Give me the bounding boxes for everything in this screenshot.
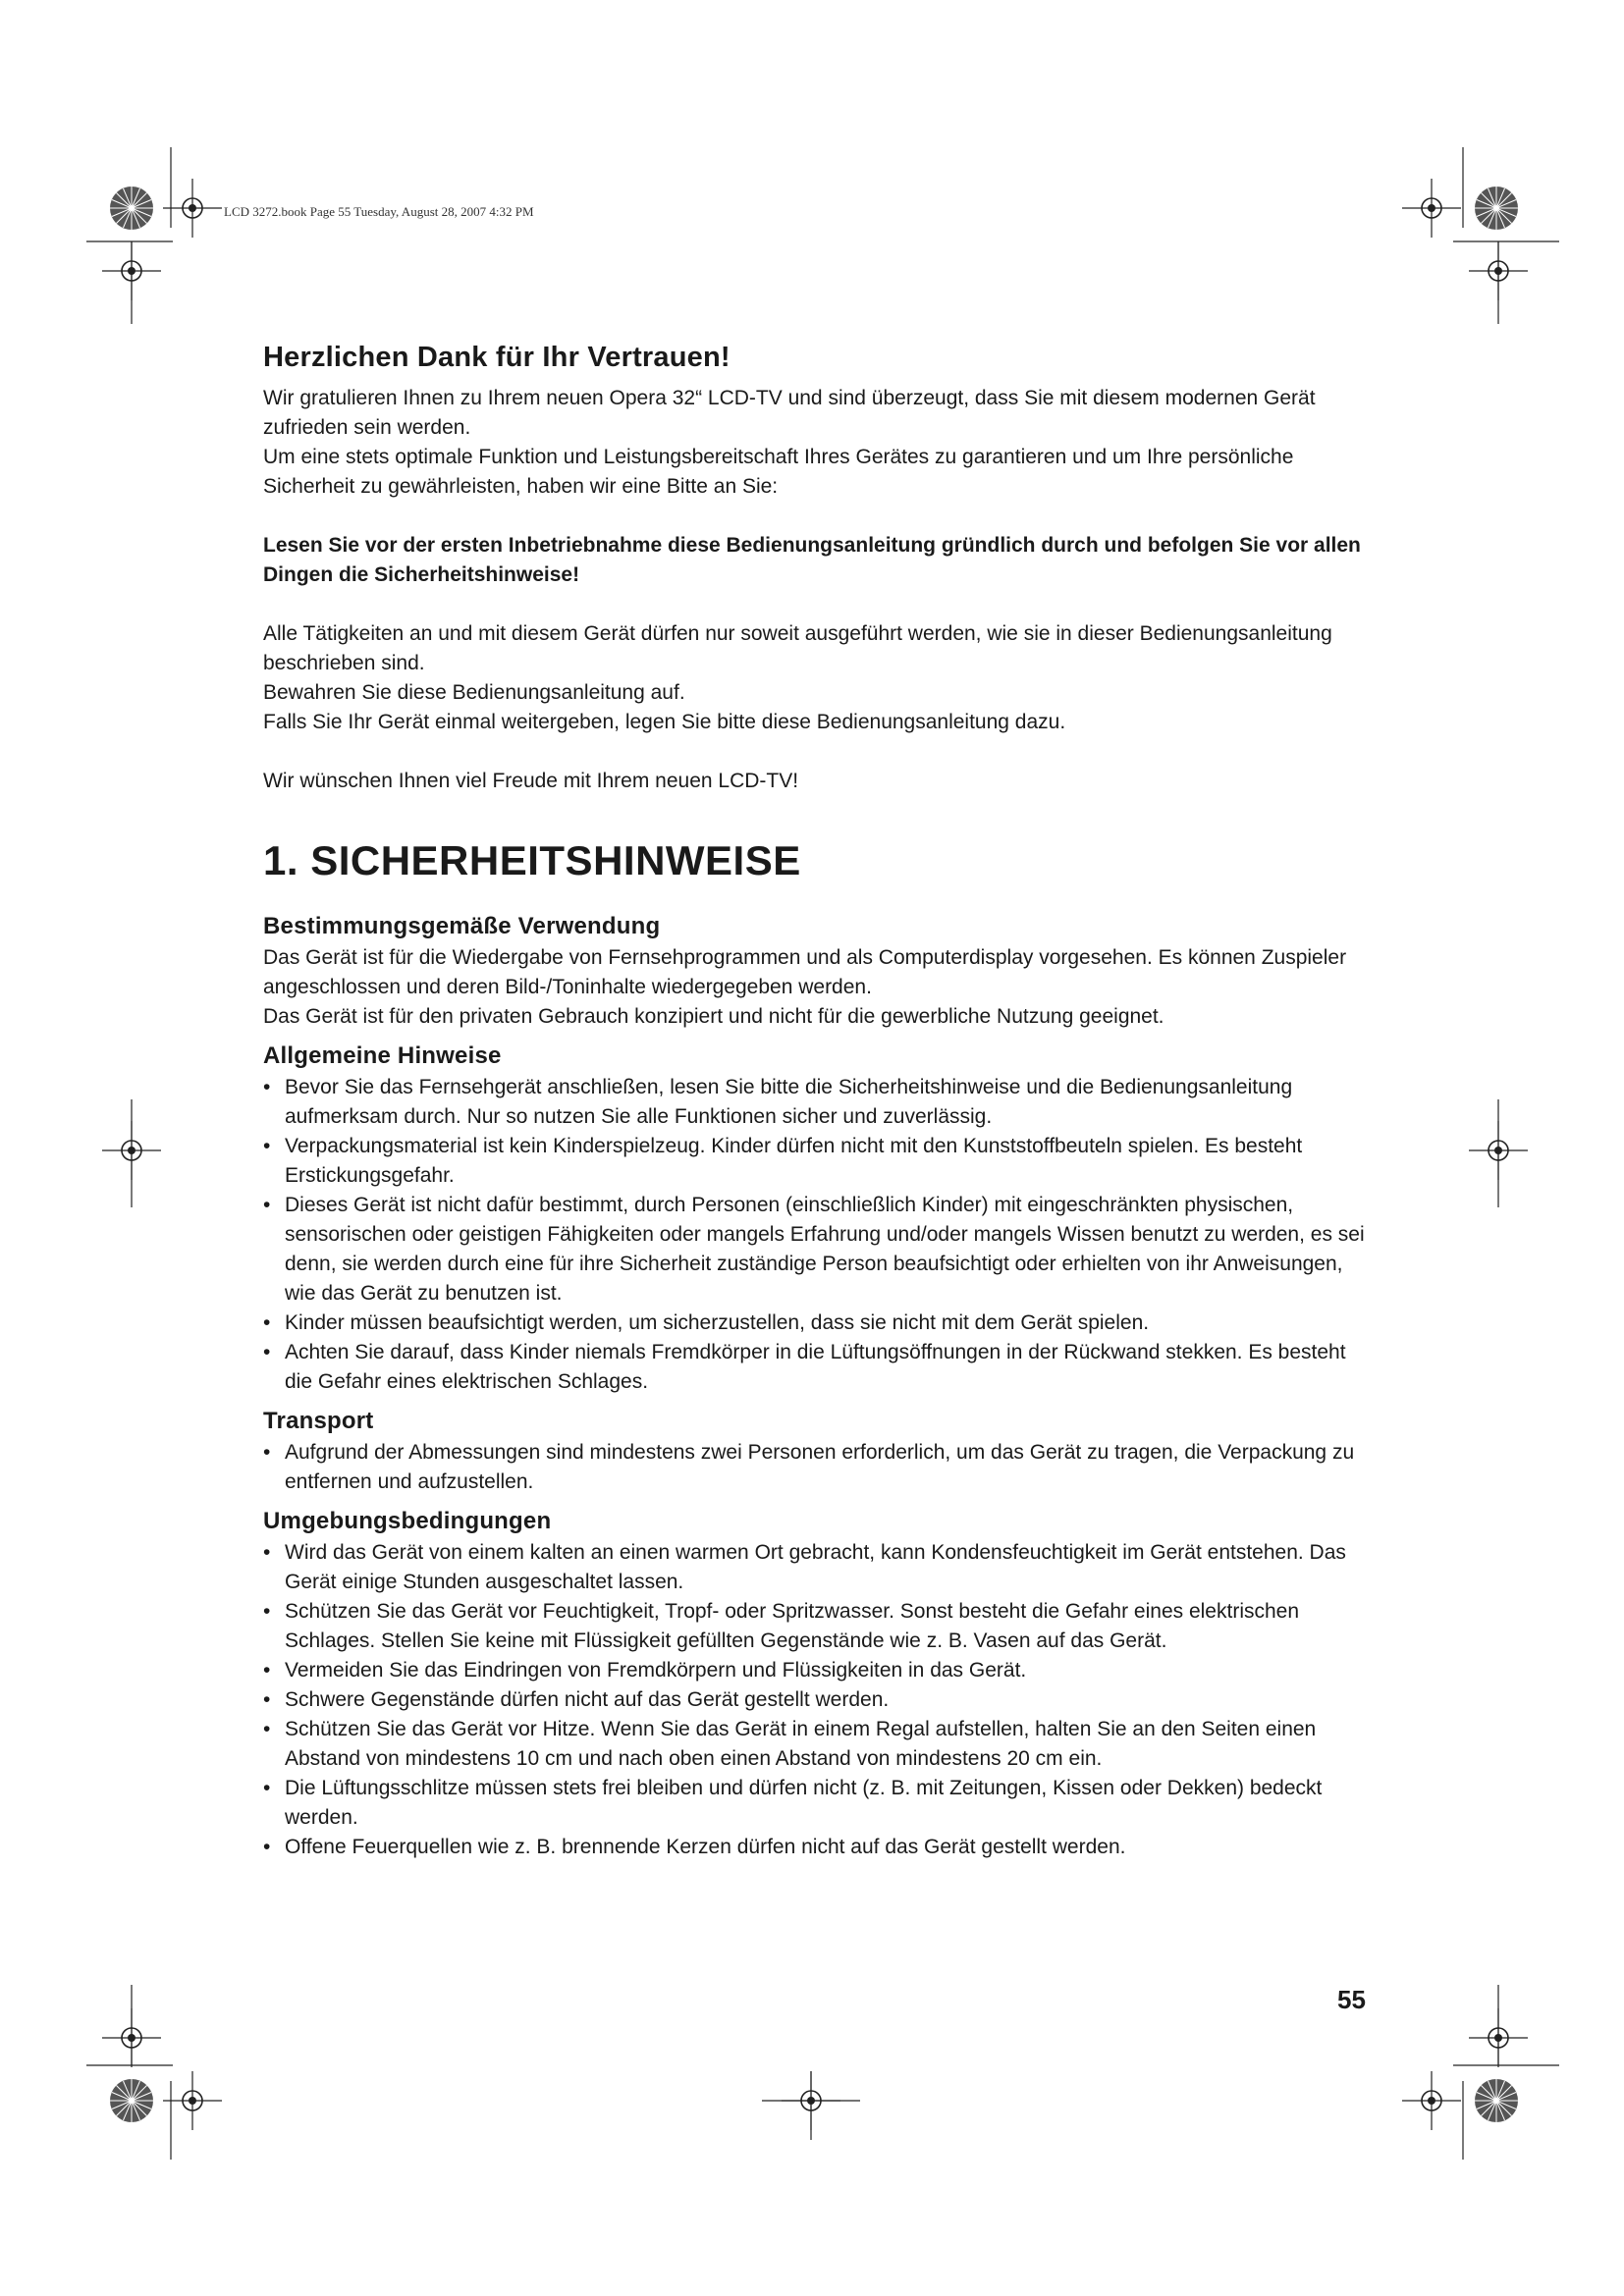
intended-use-paragraph-1: Das Gerät ist für die Wiedergabe von Fernsehprogrammen und als Computerdisplay vorgesehen. Es können Zuspieler angeschlossen und deren Bild-/Toninhalte wiedergegeben werden.	[263, 946, 1347, 998]
crosshair-bottom-center-icon	[782, 2071, 840, 2130]
list-item: • Achten Sie darauf, dass Kinder niemals Fremdkörper in die Lüftungsöffnungen in der Rückwand stekken. Es besteht die Gefahr eines elektrischen Schlages.	[253, 1338, 1373, 1397]
page-number: 55	[1337, 1985, 1366, 2014]
section-heading-general: Allgemeine Hinweise	[263, 1042, 502, 1069]
intro-bold-notice: Lesen Sie vor der ersten Inbetriebnahme diese Bedienungsanleitung gründlich durch und befolgen Sie vor allen Dingen die Sicherheitshinweise!	[263, 534, 1361, 586]
page-content	[263, 342, 1373, 1862]
crosshair-mid-left-icon	[102, 1121, 161, 1180]
list-item: • Wird das Gerät von einem kalten an einen warmen Ort gebracht, kann Kondensfeuchtigkeit im Gerät entstehen. Das Gerät einige Stunden ausgeschaltet lassen.	[253, 1538, 1373, 1597]
list-item: • Vermeiden Sie das Eindringen von Fremdkörpern und Flüssigkeiten in das Gerät.	[253, 1656, 1373, 1685]
top-left-marks	[86, 147, 222, 324]
starburst-bottom-right-icon	[1475, 2079, 1518, 2122]
list-item: • Die Lüftungsschlitze müssen stets frei bleiben und dürfen nicht (z. B. mit Zeitungen, Kissen oder Dekken) bedeckt werden.	[253, 1774, 1373, 1833]
crosshair-bottom-right-icon	[1402, 2071, 1461, 2130]
intro-paragraph-5: Falls Sie Ihr Gerät einmal weitergeben, legen Sie bitte diese Bedienungsanleitung dazu.	[263, 711, 1066, 733]
list-item: • Schützen Sie das Gerät vor Feuchtigkeit, Tropf- oder Spritzwasser. Sonst besteht die Gefahr eines elektrischen Schlages. Stellen Sie keine mit Flüssigkeit gefüllten Gegenstände wie z. B. Vasen auf das Gerät.	[253, 1597, 1373, 1656]
top-right-marks	[1402, 147, 1559, 324]
crosshair-bottom-left-upper-icon	[102, 2008, 161, 2067]
chapter-title: 1. SICHERHEITSHINWEISE	[263, 837, 801, 883]
transport-list	[263, 1438, 1373, 1497]
crosshair-bottom-left-icon	[163, 2071, 222, 2130]
list-item: • Kinder müssen beaufsichtigt werden, um sicherzustellen, dass sie nicht mit dem Gerät spielen.	[253, 1308, 1373, 1338]
intro-closing: Wir wünschen Ihnen viel Freude mit Ihrem neuen LCD-TV!	[263, 770, 799, 792]
spacer	[263, 1397, 1373, 1405]
list-item: • Schützen Sie das Gerät vor Hitze. Wenn Sie das Gerät in einem Regal aufstellen, halten Sie an den Seiten einen Abstand von mindestens 10 cm und nach oben einen Abstand von mindestens 20 cm ein.	[253, 1715, 1373, 1774]
spacer	[263, 1497, 1373, 1505]
intro-title: Herzlichen Dank für Ihr Vertrauen!	[263, 342, 731, 373]
spacer	[263, 502, 1373, 531]
spacer	[263, 1032, 1373, 1040]
intro-paragraph-2: Um eine stets optimale Funktion und Leistungsbereitschaft Ihres Gerätes zu garantieren und um Ihre persönliche Sicherheit zu gewährleisten, haben wir eine Bitte an Sie:	[263, 446, 1294, 498]
spacer	[263, 737, 1373, 767]
section-heading-intended-use: Bestimmungsgemäße Verwendung	[263, 913, 661, 939]
section-heading-environment: Umgebungsbedingungen	[263, 1508, 552, 1534]
section-heading-transport: Transport	[263, 1408, 374, 1434]
print-slug: LCD 3272.book Page 55 Tuesday, August 28, 2007 4:32 PM	[224, 204, 534, 219]
list-item: • Offene Feuerquellen wie z. B. brennende Kerzen dürfen nicht auf das Gerät gestellt werden.	[253, 1833, 1373, 1862]
crosshair-mid-right-icon	[1469, 1121, 1528, 1180]
intended-use-paragraph-2: Das Gerät ist für den privaten Gebrauch konzipiert und nicht für die gewerbliche Nutzung geeignet.	[263, 1005, 1164, 1028]
spacer	[263, 890, 1373, 910]
starburst-bottom-left-icon	[110, 2079, 153, 2122]
crosshair-top-right-icon	[1402, 179, 1461, 238]
list-item: • Schwere Gegenstände dürfen nicht auf das Gerät gestellt werden.	[253, 1685, 1373, 1715]
environment-list	[263, 1538, 1373, 1862]
list-item: • Verpackungsmaterial ist kein Kinderspielzeug. Kinder dürfen nicht mit den Kunststoffbeuteln spielen. Es besteht Erstickungsgefahr.	[253, 1132, 1373, 1191]
intro-paragraph-4: Bewahren Sie diese Bedienungsanleitung auf.	[263, 681, 685, 704]
intro-paragraph-1: Wir gratulieren Ihnen zu Ihrem neuen Opera 32“ LCD-TV und sind überzeugt, dass Sie mit diesem modernen Gerät zufrieden sein werden.	[263, 387, 1316, 439]
crosshair-top-left-lower-icon	[102, 241, 161, 300]
general-list	[263, 1073, 1373, 1397]
spacer	[263, 796, 1373, 831]
starburst-top-right-icon	[1475, 187, 1518, 230]
intro-paragraph-3: Alle Tätigkeiten an und mit diesem Gerät dürfen nur soweit ausgeführt werden, wie sie in dieser Bedienungsanleitung beschrieben sind.	[263, 622, 1332, 674]
spacer	[263, 590, 1373, 619]
crosshair-top-left-icon	[163, 179, 222, 238]
list-item: • Dieses Gerät ist nicht dafür bestimmt, durch Personen (einschließlich Kinder) mit eingeschränkten physischen, sensorischen oder geistigen Fähigkeiten oder mangels Erfahrung und/oder mangels Wissen benutzt zu werden, es sei denn, sie werden durch eine für ihre Sicherheit zuständige Person beaufsichtigt oder erhielten von ihr Anweisungen, wie das Gerät zu benutzen ist.	[253, 1191, 1373, 1308]
list-item: • Aufgrund der Abmessungen sind mindestens zwei Personen erforderlich, um das Gerät zu tragen, die Verpackung zu entfernen und aufzustellen.	[253, 1438, 1373, 1497]
crosshair-top-right-lower-icon	[1469, 241, 1528, 300]
list-item: • Bevor Sie das Fernsehgerät anschließen, lesen Sie bitte die Sicherheitshinweise und die Bedienungsanleitung aufmerksam durch. Nur so nutzen Sie alle Funktionen sicher und zuverlässig.	[253, 1073, 1373, 1132]
bottom-left-marks	[86, 1985, 222, 2160]
bottom-right-marks	[1402, 1985, 1559, 2160]
starburst-top-left-icon	[110, 187, 153, 230]
crosshair-bottom-right-upper-icon	[1469, 2008, 1528, 2067]
